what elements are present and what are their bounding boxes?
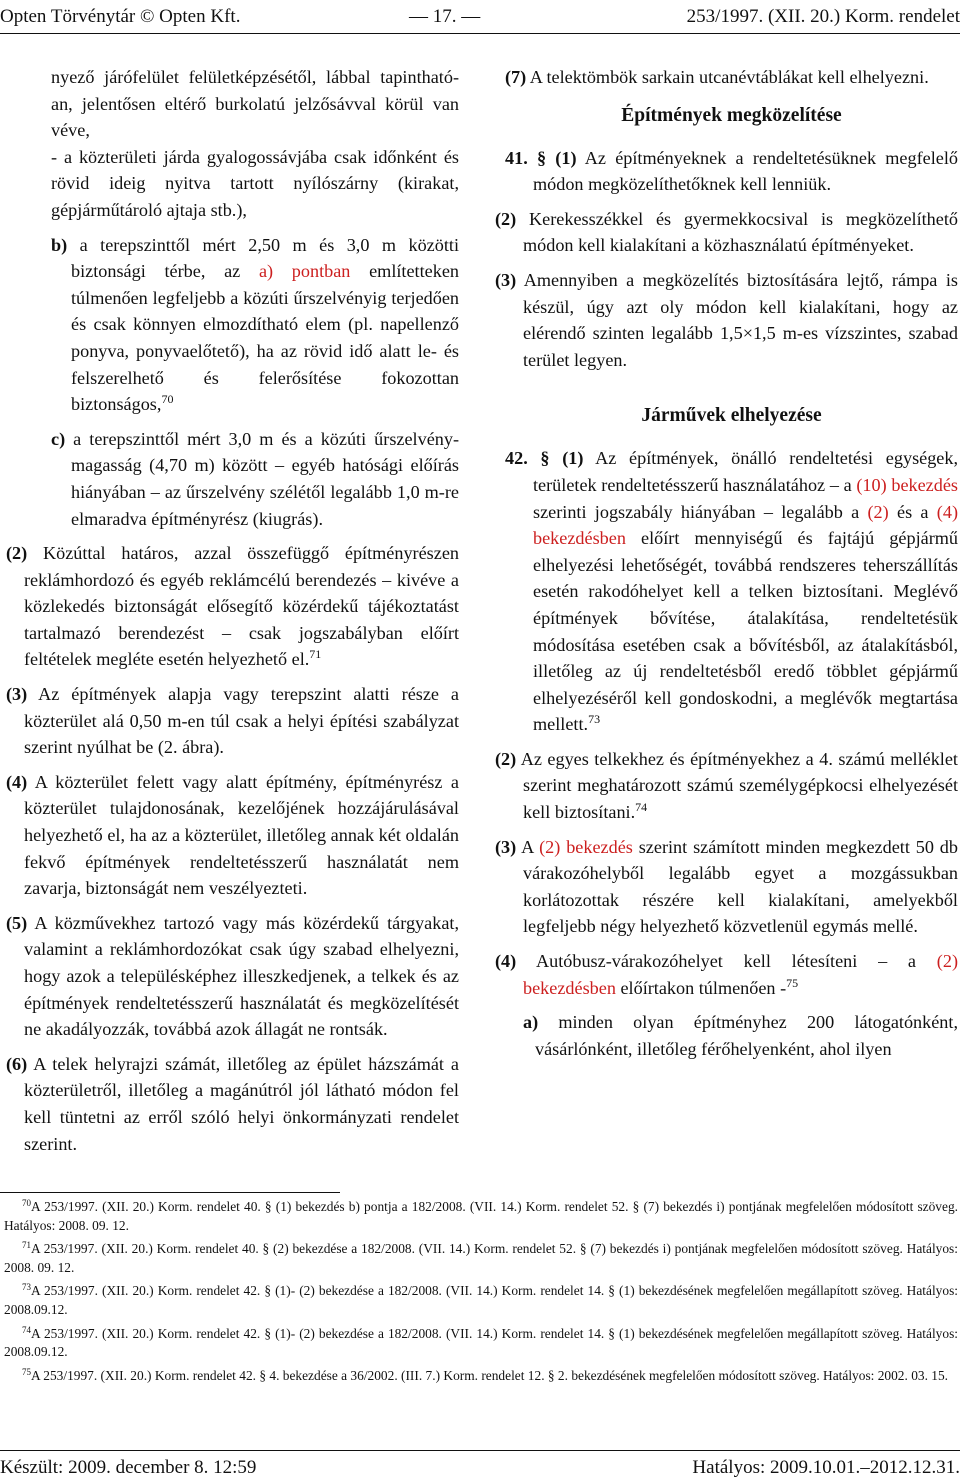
section-text: Az építmények, önálló rendeltetési egységek, területek rendeltetésszerű használatához – a: [533, 448, 959, 495]
page-footer: [0, 1450, 960, 1484]
footnote-item: [4, 1367, 958, 1386]
publisher-label: Opten Törvénytár © Opten Kft.: [0, 6, 241, 27]
section-text: Az építmények alapja vagy terepszint alatti része a közterület alá 0,50 m-en túl csak a helyi építési szabályzat szerint nyúlhat be (2. ábra).: [24, 684, 459, 758]
footnote-text: A 253/1997. (XII. 20.) Korm. rendelet 42. § 4. bekezdése a 36/2002. (III. 7.) Korm. rendelet 12. § 2. bekezdésének megfelelően módosított szöveg. Hatályos: 2002. 03. 15.: [31, 1367, 949, 1383]
point-text: minden olyan építményhez 200 látogatónként, vásárlónként, illetőleg férőhelyenként, ahol ilyen: [535, 1012, 959, 1059]
section-text: Az építményeknek a rendeltetésüknek megfelelő módon megközelíthetőknek kell lenniük.: [533, 147, 958, 195]
point-a: [505, 1009, 958, 1062]
section-label: (3): [495, 269, 517, 290]
point-b: [6, 232, 459, 418]
section-text: Az egyes telkekhez és építményekhez a 4. számú melléklet szerint meghatározott számú személygépkocsi elhelyezését kell biztosítani.: [520, 748, 958, 823]
section-label: (3): [6, 684, 28, 705]
section-3: [6, 681, 459, 761]
footnote-ref[interactable]: 73: [588, 712, 601, 727]
section-text: szerinti jogszabály hiányában – legalább a: [533, 501, 860, 522]
point-text: a terepszinttől mért 2,50 m és 3,0 m közötti biztonsági térbe, az: [71, 234, 459, 282]
cross-reference-link[interactable]: (2) bekezdésben: [523, 951, 959, 998]
paragraph-continuation: [6, 64, 459, 224]
point-label: c): [51, 428, 66, 449]
point-label: a): [523, 1012, 539, 1033]
validity-period: Hatályos: 2009.10.01.–2012.12.31.: [692, 1457, 960, 1478]
footnote-divider: [0, 1192, 340, 1193]
footnote-item: [4, 1198, 958, 1235]
section-text: A közterület felett vagy alatt építmény, építményrész a közterület tulajdonosának, kezelőjének hozzájárulásával helyezhető el, ha az a közterület, illetőleg annak két oldalán fekvő építmények rendeltetésszerű használatát nem zavarja, biztonságát nem veszélyezteti.: [24, 771, 459, 899]
footnote-number: 71: [22, 1240, 31, 1251]
footnote-number: 74: [22, 1324, 31, 1335]
footnote-number: 70: [22, 1198, 31, 1208]
footnote-text: A 253/1997. (XII. 20.) Korm. rendelet 42. § (1)- (2) bekezdése a 182/2008. (VII. 14.) Korm. rendelet 14. § (1) bekezdésének megfelelően megállapított szöveg. Hatályos: 2008.09.12.: [4, 1283, 958, 1317]
section-text: 1,5 m-es vízszintes, szabad terület legyen.: [523, 323, 959, 370]
article-42-1: [505, 445, 958, 738]
heading-vehicles: Járművek elhelyezése: [641, 405, 822, 427]
cross-reference-link[interactable]: (4) bekezdésben: [533, 501, 959, 549]
section-text: A: [521, 836, 534, 857]
section-5: [6, 910, 459, 1043]
cross-reference-link[interactable]: (2) bekezdés: [539, 836, 633, 857]
footnotes: [4, 1198, 958, 1390]
point-text: említetteken túlmenően legfeljebb a közúti űrszelvényig terjedően és csak könnyen elmozdítható elem (pl. napellenző ponyva, ponyvaelőtető), ha az rövid idő alatt le- és felszerelhető és felerősítése fokozottan biztonságos,: [71, 261, 459, 415]
cross-reference-link[interactable]: (10) bekezdés: [856, 474, 958, 495]
footnote-text: A 253/1997. (XII. 20.) Korm. rendelet 40. § (2) bekezdése a 182/2008. (VII. 14.) Korm. rendelet 52. § (7) bekezdés i) pontjának megfelelően módosított szöveg. Hatályos: 2008. 09. 12.: [4, 1241, 958, 1275]
section-text: Amennyiben a megközelítés biztosítására lejtő, rámpa is készül, úgy azt oly módon kell kialakítani, hogy az elérendő szinten legalább 1,5: [523, 269, 959, 344]
section-label: (4): [6, 771, 28, 792]
section-label: (1): [555, 147, 577, 168]
footnote-item: [4, 1325, 958, 1362]
section-text: Közúttal határos, azzal összefüggő építményrészen reklámhordozó és egyéb reklámcélú berendezés – kivéve a közlekedés biztonságát elősegítő közérdekű tájékoztatást tartalmazó berendezést – csak jogszabályban előírt feltételek megléte esetén helyezhető el.: [24, 543, 459, 670]
section-label: (7): [505, 67, 527, 87]
section-text: és a: [897, 501, 929, 522]
footnote-number: 73: [22, 1282, 31, 1293]
section-text: A közművekhez tartozó vagy más közérdekű tárgyakat, valamint a reklámhordozókat csak úgy szabad elhelyezni, hogy azok a településképhez illeszkedjenek, a telkek és az építmények rendeltetésszerű használatát és megközelítését ne akadályozzák, továbbá azok állagát ne rontsák.: [24, 912, 459, 1040]
cross-reference-link[interactable]: (2): [867, 501, 889, 522]
section-4: [6, 769, 459, 902]
article-number: 41. §: [505, 147, 547, 168]
section-text: A telek helyrajzi számát, illetőleg az épület házszámát a közterületről, illetőleg a magánútról jól látható módon fel kell tüntetni az erről szóló helyi önkormányzati rendelet szerint.: [24, 1053, 459, 1154]
section-text: Kerekesszékkel és gyermekkocsival is megközelíthető módon kell kialakítani a közhasználatú építményeket.: [523, 208, 958, 256]
section-text: Autóbusz-várakozóhelyet kell létesíteni – a: [535, 951, 917, 972]
section-label: (3): [495, 836, 517, 857]
right-column: [495, 64, 959, 1070]
article-42-4: [495, 948, 959, 1001]
section-label: (4): [495, 951, 517, 972]
section-2: [6, 540, 459, 673]
section-label: (1): [562, 448, 584, 469]
section-label: (2): [495, 208, 517, 229]
point-label: b): [51, 234, 68, 255]
section-text: A telektömbök sarkain utcanévtáblákat kell elhelyezni.: [529, 67, 929, 87]
article-41-1: [505, 145, 958, 198]
article-41-2: [495, 206, 958, 259]
left-column: [6, 64, 459, 1165]
footnote-ref[interactable]: 70: [161, 392, 174, 407]
footnote-item: [4, 1282, 958, 1319]
footnote-ref[interactable]: 74: [635, 800, 648, 815]
section-text: előírtakon túlmenően -: [620, 977, 787, 998]
heading-approach: Építmények megközelítése: [621, 104, 842, 126]
times-sign: ×: [742, 323, 753, 344]
article-41-3: [495, 267, 959, 373]
section-label: (2): [495, 748, 517, 769]
footnote-number: 75: [22, 1366, 31, 1377]
footnote-ref[interactable]: 71: [309, 647, 322, 662]
paragraph-text: nyező járófelület felületképzésétől, lábbal tapintható-an, jelentősen eltérő burkolatú jelzősávval körül van véve,: [51, 67, 459, 141]
paragraph-text: - a közterületi járda gyalogossávjába csak időnként és rövid ideig nyitva tartott nyílószárny (kirakat, gépjárműtároló ajtaja stb.),: [51, 146, 459, 220]
cross-reference-link[interactable]: a) pontban: [258, 261, 351, 282]
section-6: [6, 1051, 459, 1157]
point-c: [6, 426, 459, 532]
document-reference: 253/1997. (XII. 20.) Korm. rendelet: [686, 6, 960, 27]
footnote-ref[interactable]: 75: [786, 975, 799, 990]
footnote-text: A 253/1997. (XII. 20.) Korm. rendelet 42. § (1)- (2) bekezdése a 182/2008. (VII. 14.) Korm. rendelet 14. § (1) bekezdésének megfelelően megállapított szöveg. Hatályos: 2008.09.12.: [4, 1325, 958, 1360]
section-7: [505, 64, 958, 91]
section-label: (6): [6, 1053, 28, 1074]
section-text: szerint számított minden megkezdett 50 db várakozóhelyből legalább egyet a mozgássukban korlátozottak részére kell kialakítani, amelyekből legfeljebb négy helyezhető közvetlenül egymás mellé.: [523, 836, 958, 937]
section-text: előírt mennyiségű és fajtájú gépjármű elhelyezési lehetőségét, továbbá rendszeres teherszállítás esetén rakodóhelyet kell a telken biztosítani. Meglévő építmények bővítése, átalakítása, rendeltetésük módosítása esetében csak a bővítésből, az átalakításból, illetőleg az új rendeltetésből eredő többlet gépjármű elhelyezéséről kell gondoskodni, a meglévők megtartása mellett.: [533, 528, 959, 735]
article-42-3: [495, 834, 958, 940]
page-header: [0, 0, 960, 34]
footnote-item: [4, 1240, 958, 1277]
article-42-2: [495, 746, 958, 826]
point-text: a terepszinttől mért 3,0 m és a közúti űrszelvény-magasság (4,70 m) között – egyéb hatósági előírás hiányában – az űrszelvény szélétől legalább 1,0 m-re elmaradva építményrész (kiugrás).: [71, 428, 460, 529]
footnote-text: A 253/1997. (XII. 20.) Korm. rendelet 40. § (1) bekezdés b) pontja a 182/2008. (VII. 14.) Korm. rendelet 52. § (7) bekezdés i) pontjának megfelelően módosított szöveg. Hatályos: 2008. 09. 12.: [4, 1199, 958, 1233]
article-number: 42. §: [505, 448, 550, 469]
page-number: — 17. —: [409, 6, 481, 27]
section-label: (5): [6, 912, 28, 933]
created-date: Készült: 2009. december 8. 12:59: [0, 1457, 257, 1478]
section-label: (2): [6, 543, 28, 564]
